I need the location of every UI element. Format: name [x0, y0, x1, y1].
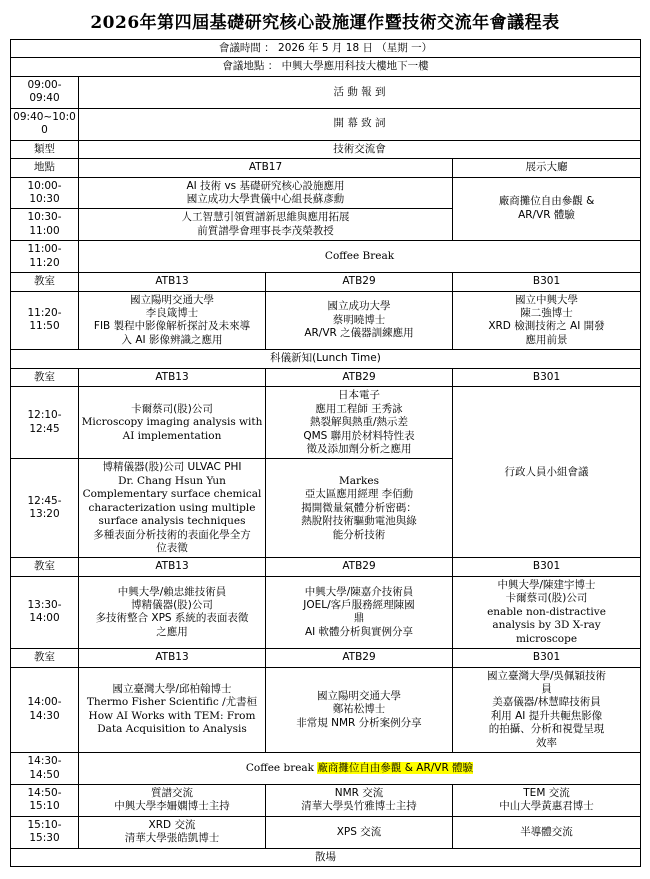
session-host: 清華大學張皓凱博士 — [124, 832, 220, 845]
room-atb29: ATB29 — [266, 273, 453, 291]
session-host: 清華大學吳竹雅博士主持 — [301, 800, 417, 813]
session-speaker: 國立臺灣大學/邱柏翰博士 — [112, 682, 232, 695]
session-title: 非常規 NMR 分析案例分享 — [296, 716, 422, 729]
exhibition-cell — [453, 177, 641, 241]
room-atb29: ATB29 — [266, 558, 453, 576]
session-cell-atb13 — [79, 387, 266, 459]
session-title-line-1: 利用 AI 提升共軛焦影像 — [490, 709, 603, 722]
session-title-line-1: FIB 製程中影像解析探討及未來導 — [93, 320, 251, 333]
session-cell-atb13 — [79, 785, 266, 817]
closing-label: 散場 — [11, 848, 641, 866]
classroom-label: 教室 — [11, 368, 79, 386]
table-row-classroom-header-4 — [11, 649, 641, 667]
exhibition-highlight: 廠商攤位自由參觀 & AR/VR 體驗 — [317, 761, 474, 774]
session-speaker: 亞太區應用經理 李佰勳 — [304, 488, 414, 501]
meeting-time: 會議時間 ： 2026 年 5 月 18 日 （星期 一） — [11, 40, 641, 58]
session-org: 美嘉儀器/林慧暐技術員 — [492, 696, 601, 709]
schedule-table — [10, 39, 641, 867]
room-atb29: ATB29 — [266, 649, 453, 667]
session-org: 日本電子 — [338, 389, 380, 402]
table-row-session-1120 — [11, 291, 641, 350]
time-cell: 10:00-10:30 — [11, 177, 79, 209]
session-cell-atb29 — [266, 785, 453, 817]
session-cell-b301 — [453, 785, 641, 817]
session-org: 博精儀器(股)公司 — [131, 599, 213, 612]
session-org: 國立陽明交通大學 — [317, 689, 401, 702]
table-row-classroom-header-2 — [11, 368, 641, 386]
session-cell-atb29 — [266, 387, 453, 459]
location-label: 地點 — [11, 159, 79, 177]
table-row-closing — [11, 848, 641, 866]
table-row-classroom-header-1 — [11, 273, 641, 291]
table-row-session-1210 — [11, 387, 641, 459]
session-title-line-5: 位表徵 — [156, 542, 188, 554]
classroom-label: 教室 — [11, 273, 79, 291]
coffee-break-label: Coffee Break — [79, 241, 641, 273]
table-row-session-1330 — [11, 576, 641, 648]
session-title-line-2: 入 AI 影像辨識之應用 — [121, 333, 223, 346]
room-atb13: ATB13 — [79, 368, 266, 386]
session-title-line-1: How AI Works with TEM: From — [88, 709, 256, 722]
session-topic: XRD 交流 — [148, 818, 196, 831]
room-atb13: ATB13 — [79, 558, 266, 576]
type-label: 類型 — [11, 140, 79, 158]
exhibition-line-1: 廠商攤位自由參觀 & — [498, 195, 595, 208]
time-cell: 09:00-09:40 — [11, 76, 79, 108]
session-org-line-1: JOEL/客戶服務經理陳國 — [303, 599, 415, 612]
table-row-coffee-break-2 — [11, 753, 641, 785]
session-speaker: 應用工程師 王秀詠 — [315, 402, 403, 415]
session-title-line-2: Data Acquisition to Analysis — [97, 723, 247, 736]
session-title-line-1: enable non-distractive — [487, 605, 606, 618]
session-cell-atb13 — [79, 816, 266, 848]
session-title-line-1: 揭開微量氣體分析密碼： — [301, 501, 417, 514]
lunch-label: 科儀新知(Lunch Time) — [11, 350, 641, 368]
session-speaker: 國立成功大學貴儀中心組長蘇彥勳 — [186, 192, 345, 205]
session-title-line-2: 之應用 — [156, 625, 188, 638]
session-speaker: 中興大學/陳嘉介技術員 — [304, 585, 414, 598]
coffee-break-cell — [79, 753, 641, 785]
session-cell-atb29: XPS 交流 — [266, 816, 453, 848]
room-atb13: ATB13 — [79, 273, 266, 291]
session-cell-atb13 — [79, 459, 266, 558]
session-speaker-line-2: 員 — [541, 682, 552, 695]
session-title-line-3: surface analysis techniques — [98, 515, 246, 528]
session-title-line-2: 熱脫附技術驅動電池與綠 — [301, 515, 417, 528]
session-speaker: 李良箴博士 — [145, 307, 199, 319]
session-org: Markes — [339, 474, 379, 487]
room-b301: B301 — [453, 273, 641, 291]
session-title-line-2: characterization using multiple — [88, 501, 256, 514]
time-cell: 15:10-15:30 — [11, 816, 79, 848]
session-cell: 開 幕 致 詞 — [79, 108, 641, 140]
session-org: Thermo Fisher Scientific /尤書桓 — [86, 696, 258, 709]
time-cell: 14:30-14:50 — [11, 753, 79, 785]
time-cell: 14:50-15:10 — [11, 785, 79, 817]
session-speaker: 陳二強博士 — [520, 307, 573, 319]
room-b301: B301 — [453, 649, 641, 667]
session-host: 中山大學黃惠君博士 — [499, 800, 594, 813]
table-row-session-1510 — [11, 816, 641, 848]
session-cell-b301 — [453, 576, 641, 648]
table-row-registration — [11, 76, 641, 108]
session-speaker: Dr. Chang Hsun Yun — [118, 474, 226, 487]
session-title-line-2: QMS 聯用於材料特性表 — [303, 429, 415, 442]
room-exhibition-hall: 展示大廳 — [453, 159, 641, 177]
time-cell: 14:00-14:30 — [11, 667, 79, 753]
session-cell-b301 — [453, 667, 641, 753]
session-title-line-3: 能分析技術 — [332, 528, 386, 541]
session-title: AI 技術 vs 基礎研究核心設施應用 — [186, 179, 345, 192]
coffee-break-label: Coffee break — [245, 761, 315, 774]
session-topic: TEM 交流 — [523, 787, 570, 799]
type-value: 技術交流會 — [79, 140, 641, 158]
table-row-type — [11, 140, 641, 158]
session-cell-atb29 — [266, 576, 453, 648]
classroom-label: 教室 — [11, 558, 79, 576]
session-cell-atb29 — [266, 459, 453, 558]
table-row-location-header — [11, 159, 641, 177]
session-topic: NMR 交流 — [334, 787, 384, 799]
time-cell: 09:40~10:00 — [11, 108, 79, 140]
session-title-line-3: 效率 — [536, 736, 557, 749]
session-speaker: 中興大學/賴忠維技術員 — [117, 585, 227, 598]
table-row-session-1400 — [11, 667, 641, 753]
session-title-line-1: XRD 檢測技術之 AI 開發 — [488, 320, 605, 333]
session-cell-atb13 — [79, 667, 266, 753]
session-org: 卡爾蔡司(股)公司 — [505, 592, 588, 605]
room-b301: B301 — [453, 558, 641, 576]
session-topic: 質譜交流 — [151, 787, 193, 799]
time-cell: 12:45-13:20 — [11, 459, 79, 558]
session-title: AR/VR 之儀器訓練應用 — [304, 327, 414, 340]
session-title-line-3: 徵及添加劑分析之應用 — [306, 442, 412, 455]
session-cell — [79, 209, 453, 241]
session-title-line-2: 的拍攝、分析和視覺呈現 — [488, 723, 605, 736]
session-org: 卡爾蔡司(股)公司 — [131, 402, 213, 415]
session-cell — [79, 177, 453, 209]
table-row-session-1450 — [11, 785, 641, 817]
session-org: 博精儀器(股)公司 ULVAC PHI — [102, 461, 242, 474]
session-speaker: 中興大學/陳建宇博士 — [497, 578, 596, 591]
session-title-line-1: Complementary surface chemical — [82, 488, 262, 501]
session-org: 國立中興大學 — [515, 293, 578, 306]
table-row-meeting-time — [11, 40, 641, 58]
session-speaker: 鄭祐松博士 — [332, 703, 386, 716]
session-cell-atb13 — [79, 576, 266, 648]
table-row-classroom-header-3 — [11, 558, 641, 576]
session-title-line-2: 應用前景 — [525, 333, 568, 346]
table-row-opening — [11, 108, 641, 140]
session-title-line-1: 熱裂解與熱重/熱示差 — [309, 416, 409, 429]
time-cell: 12:10-12:45 — [11, 387, 79, 459]
session-title: 人工智慧引領質譜新思維與應用拓展 — [181, 211, 350, 224]
session-speaker: 前質譜學會理事長李茂榮教授 — [197, 224, 334, 237]
session-org-line-2: 鼎 — [353, 612, 365, 625]
session-cell: 活 動 報 到 — [79, 76, 641, 108]
room-atb13: ATB13 — [79, 649, 266, 667]
session-cell-b301 — [453, 291, 641, 350]
session-speaker-line-1: 國立臺灣大學/吳佩穎技術 — [486, 669, 607, 682]
session-title: AI 軟體分析與實例分享 — [304, 625, 414, 638]
table-row-coffee-break-1 — [11, 241, 641, 273]
room-atb29: ATB29 — [266, 368, 453, 386]
session-title-line-1: 多技術整合 XPS 系統的表面表徵 — [95, 612, 249, 625]
meeting-place: 會議地點 ： 中興大學應用科技大樓地下一樓 — [11, 58, 641, 76]
session-title-line-3: microscope — [515, 632, 578, 645]
session-title-line-2: AI implementation — [122, 429, 222, 442]
session-title-line-1: Microscopy imaging analysis with — [81, 416, 263, 429]
session-cell-atb13 — [79, 291, 266, 350]
page-title: 2026年第四屆基礎研究核心設施運作暨技術交流年會議程表 — [90, 13, 560, 33]
session-title-line-4: 多種表面分析技術的表面化學全方 — [93, 528, 251, 541]
session-cell-atb29 — [266, 667, 453, 753]
session-speaker: 蔡明曉博士 — [332, 313, 386, 326]
session-host: 中興大學李姍嫻博士主持 — [114, 800, 230, 813]
time-cell: 13:30-14:00 — [11, 576, 79, 648]
room-b301: B301 — [453, 368, 641, 386]
time-cell: 11:00-11:20 — [11, 241, 79, 273]
exhibition-line-2: AR/VR 體驗 — [518, 208, 575, 221]
session-title-line-2: analysis by 3D X-ray — [492, 619, 601, 632]
classroom-label: 教室 — [11, 649, 79, 667]
session-org: 國立成功大學 — [327, 300, 391, 313]
time-cell: 11:20-11:50 — [11, 291, 79, 350]
session-org: 國立陽明交通大學 — [130, 293, 214, 306]
session-cell-b301: 半導體交流 — [453, 816, 641, 848]
room-atb17: ATB17 — [79, 159, 453, 177]
session-cell-atb29 — [266, 291, 453, 350]
table-row-meeting-place — [11, 58, 641, 76]
table-row-lunch — [11, 350, 641, 368]
admin-meeting-cell: 行政人員小組會議 — [453, 387, 641, 558]
time-cell: 10:30-11:00 — [11, 209, 79, 241]
table-row-keynote-1 — [11, 177, 641, 209]
